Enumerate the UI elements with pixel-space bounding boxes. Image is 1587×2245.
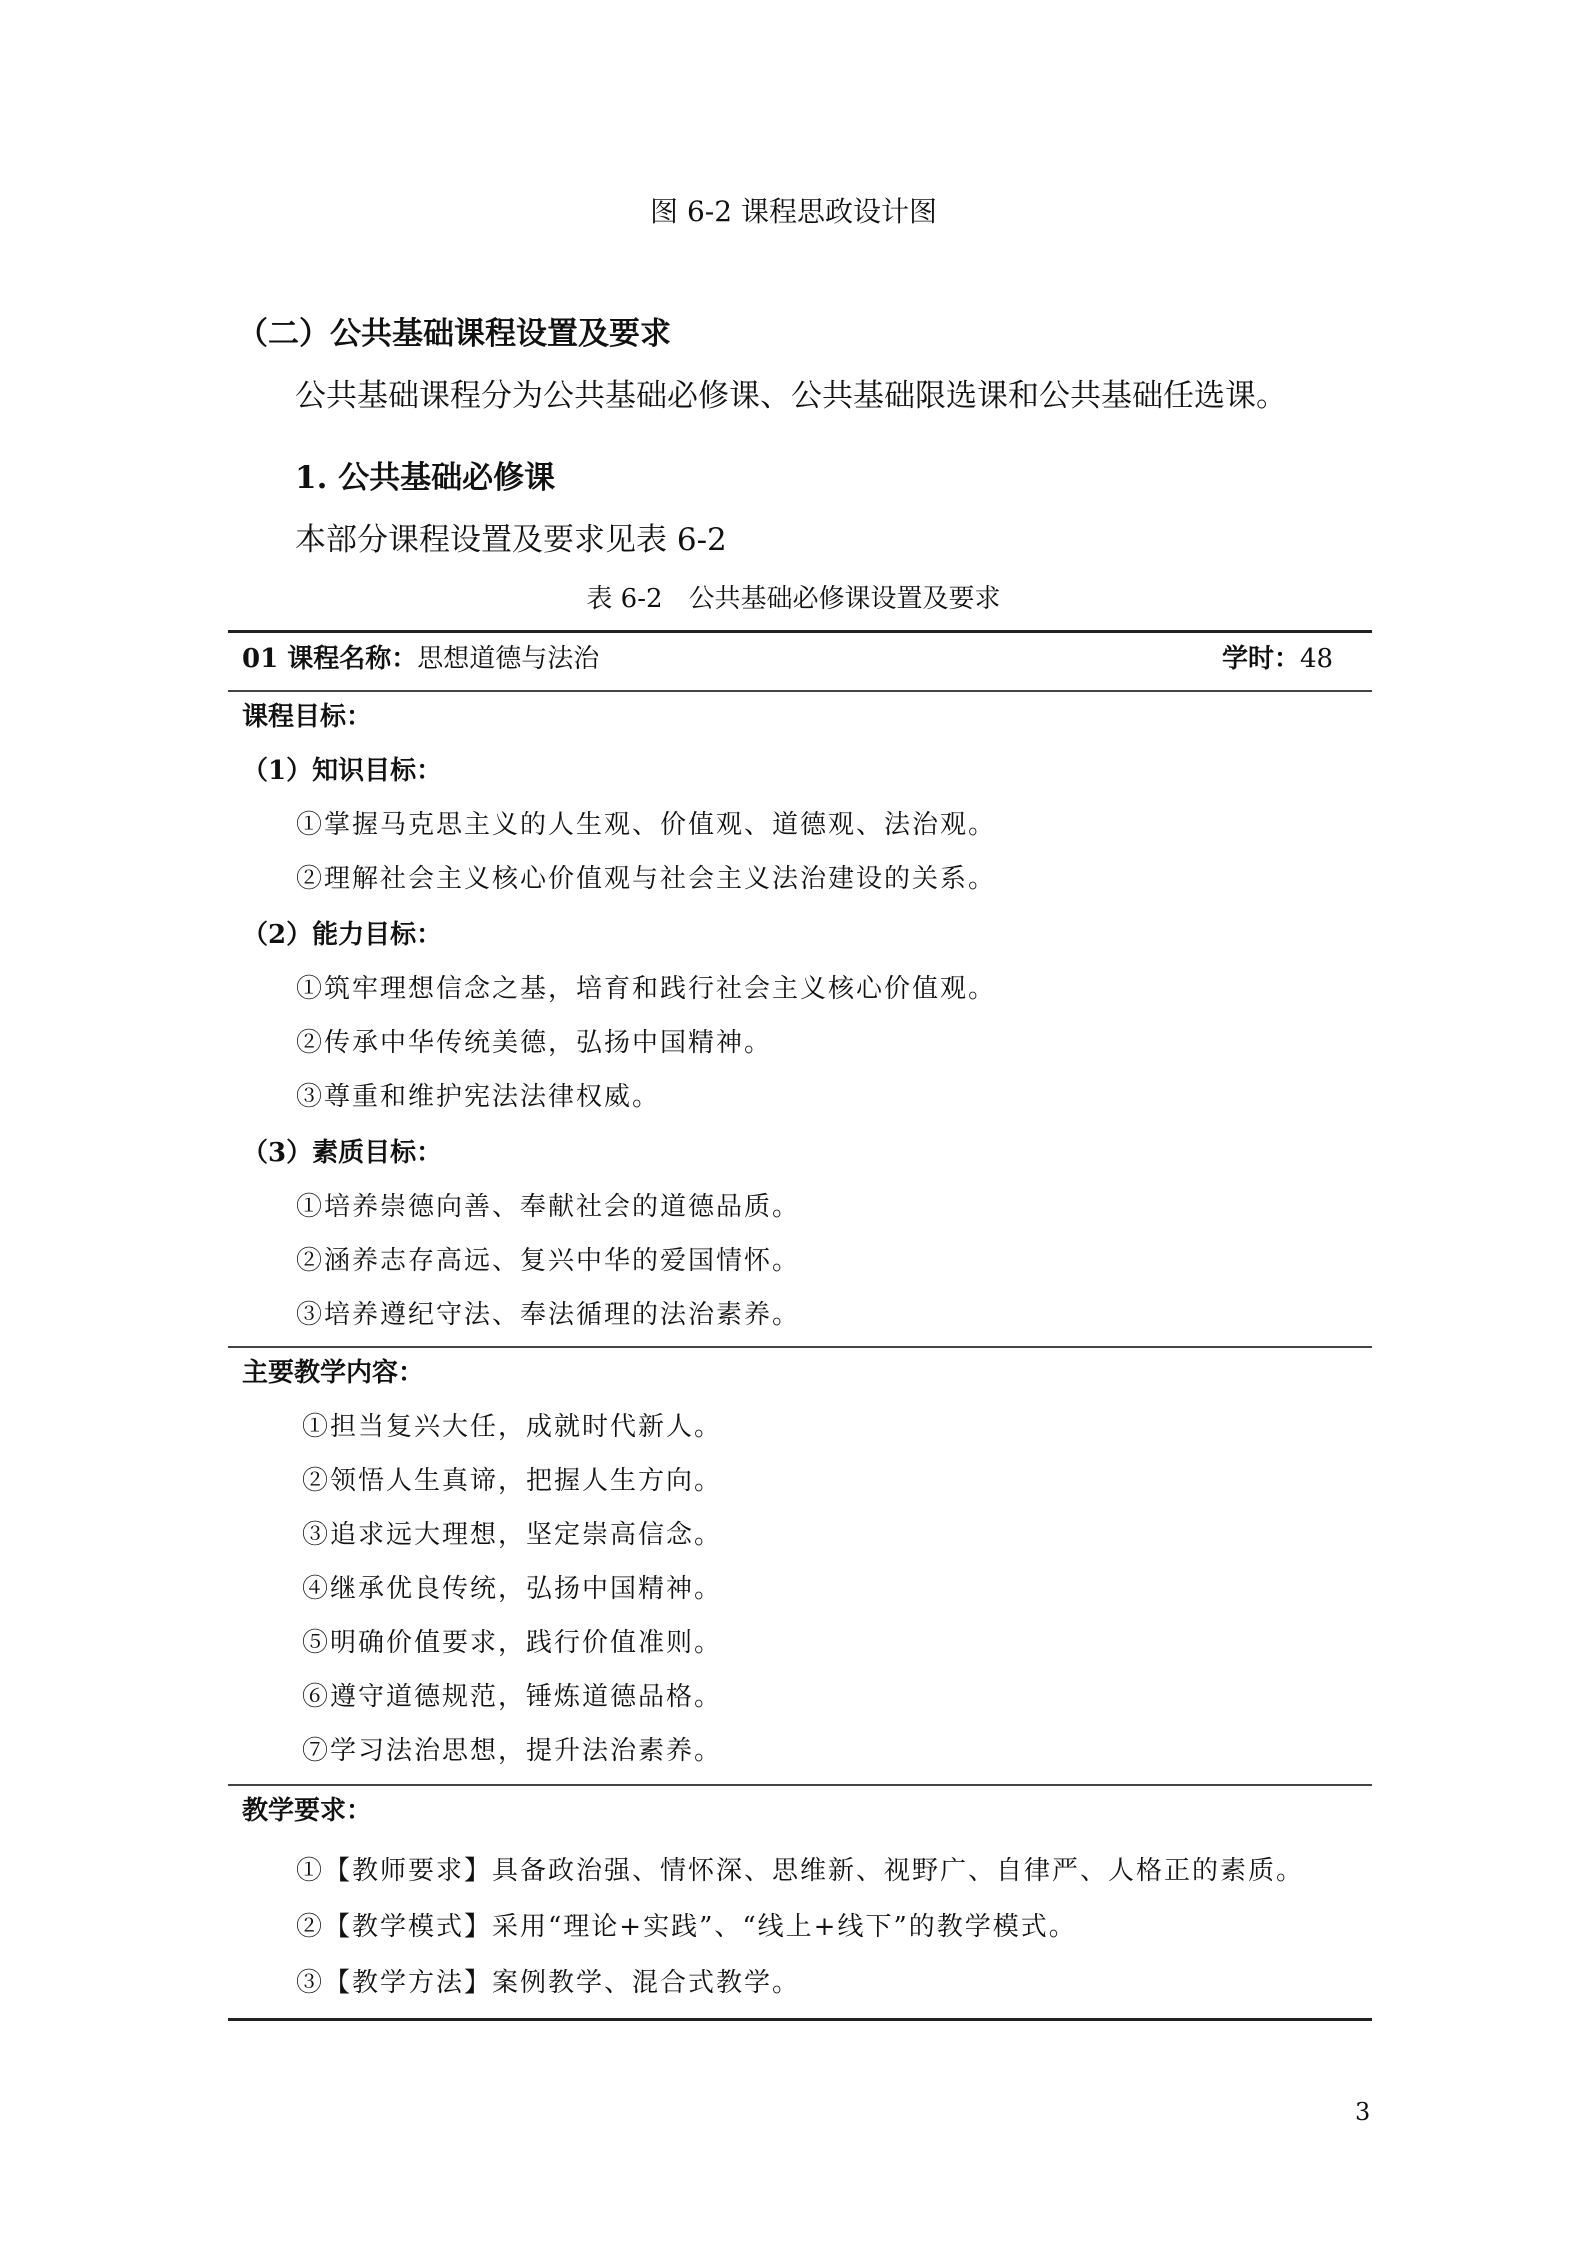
- list-item: ②【教学模式】采用“理论+实践”、“线上+线下”的教学模式。: [296, 1912, 1077, 1942]
- list-item: ⑥遵守道德规范，锤炼道德品格。: [302, 1682, 723, 1712]
- objectives-label: 课程目标：: [242, 702, 373, 732]
- table-top-rule: [228, 630, 1372, 633]
- list-item: ①担当复兴大任，成就时代新人。: [302, 1412, 723, 1442]
- hours-label: 学时：: [1222, 644, 1301, 674]
- table-caption: 表 6-2 公共基础必修课设置及要求: [586, 584, 1001, 614]
- list-item: ②传承中华传统美德，弘扬中国精神。: [296, 1028, 773, 1058]
- list-item: ⑤明确价值要求，践行价值准则。: [302, 1628, 723, 1658]
- row-divider: [228, 690, 1372, 692]
- reference-paragraph: 本部分课程设置及要求见表 6-2: [295, 522, 727, 558]
- table-bottom-rule: [228, 2018, 1372, 2021]
- hours-value: 48: [1300, 644, 1334, 674]
- course-name-label: 01 课程名称：: [242, 644, 418, 674]
- list-item: ①筑牢理想信念之基，培育和践行社会主义核心价值观。: [296, 974, 997, 1004]
- list-item: ③【教学方法】案例教学、混合式教学。: [296, 1968, 801, 1998]
- list-item: ③追求远大理想，坚定崇高信念。: [302, 1520, 723, 1550]
- course-name-value: 思想道德与法治: [417, 644, 600, 674]
- list-item: ②领悟人生真谛，把握人生方向。: [302, 1466, 723, 1496]
- knowledge-label: （1）知识目标：: [242, 756, 443, 786]
- page-number: 3: [1355, 2098, 1371, 2126]
- list-item: ③尊重和维护宪法法律权威。: [296, 1082, 661, 1112]
- requirements-label: 教学要求：: [242, 1796, 373, 1826]
- list-item: ①掌握马克思主义的人生观、价值观、道德观、法治观。: [296, 810, 997, 840]
- content-label: 主要教学内容：: [242, 1358, 425, 1388]
- list-item: ②涵养志存高远、复兴中华的爱国情怀。: [296, 1246, 801, 1276]
- course-hours: [1222, 638, 1333, 675]
- list-item: ③培养遵纪守法、奉法循理的法治素养。: [296, 1300, 801, 1330]
- sub-heading: 1. 公共基础必修课: [295, 460, 556, 496]
- list-item: ①【教师要求】具备政治强、情怀深、思维新、视野广、自律严、人格正的素质。: [296, 1856, 1305, 1886]
- list-item: ⑦学习法治思想，提升法治素养。: [302, 1736, 723, 1766]
- intro-paragraph: 公共基础课程分为公共基础必修课、公共基础限选课和公共基础任选课。: [295, 378, 1287, 414]
- section-heading: （二）公共基础课程设置及要求: [237, 316, 671, 352]
- row-divider: [228, 1784, 1372, 1786]
- course-name-row: [242, 638, 599, 675]
- figure-caption: 图 6-2 课程思政设计图: [650, 195, 937, 228]
- list-item: ②理解社会主义核心价值观与社会主义法治建设的关系。: [296, 864, 997, 894]
- ability-label: （2）能力目标：: [242, 920, 443, 950]
- row-divider: [228, 1346, 1372, 1348]
- list-item: ④继承优良传统，弘扬中国精神。: [302, 1574, 723, 1604]
- quality-label: （3）素质目标：: [242, 1138, 443, 1168]
- list-item: ①培养崇德向善、奉献社会的道德品质。: [296, 1192, 801, 1222]
